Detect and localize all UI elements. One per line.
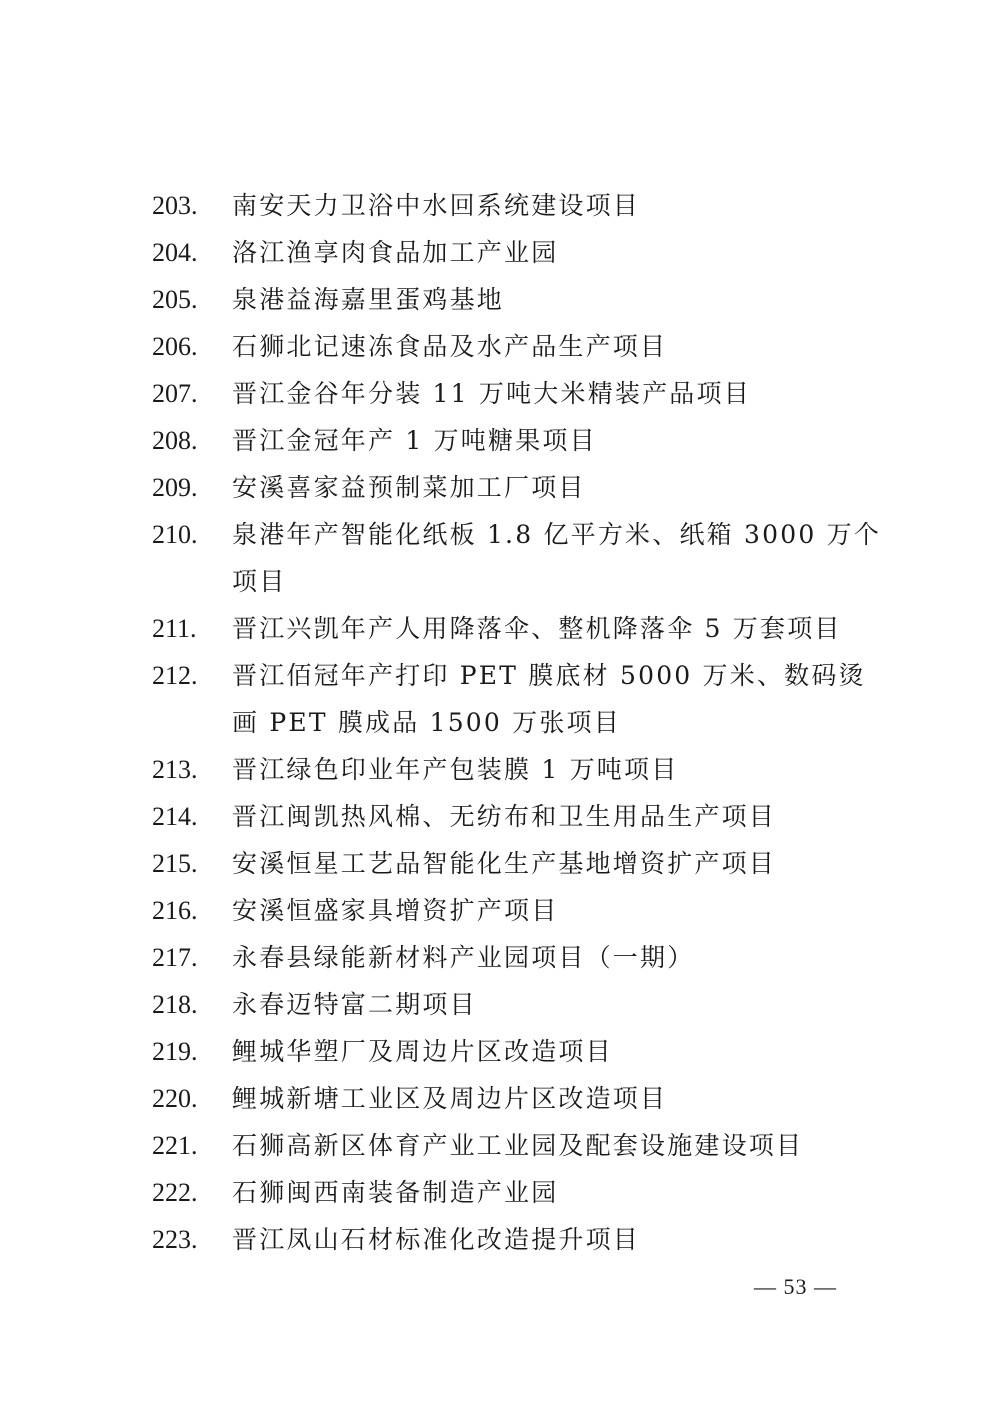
item-text: 永春迈特富二期项目 [232,990,477,1019]
list-item [152,229,892,276]
item-number: 206. [152,332,198,361]
list-item [152,323,892,370]
item-number: 203. [152,191,198,220]
item-number: 210. [152,520,198,549]
item-text: 安溪喜家益预制菜加工厂项目 [232,473,586,502]
item-number: 208. [152,426,198,455]
item-number: 205. [152,285,198,314]
item-number: 220. [152,1084,198,1113]
item-text: 晋江闽凯热风棉、无纺布和卫生用品生产项目 [232,802,777,831]
list-item [152,464,892,511]
list-item [152,1216,892,1263]
list-item [152,652,892,746]
list-item [152,981,892,1028]
item-number: 219. [152,1037,198,1066]
item-text: 洛江渔享肉食品加工产业园 [232,238,559,267]
item-text: 晋江金冠年产 1 万吨糖果项目 [232,426,597,455]
list-item [152,1075,892,1122]
list-item [152,1169,892,1216]
page-number: — 53 — [754,1274,837,1299]
item-text: 南安天力卫浴中水回系统建设项目 [232,191,641,220]
list-item [152,417,892,464]
item-text: 泉港年产智能化纸板 1.8 亿平方米、纸箱 3000 万个项目 [232,520,881,596]
list-item [152,1028,892,1075]
item-number: 216. [152,896,198,925]
list-item [152,793,892,840]
list-item [152,511,892,605]
item-number: 209. [152,473,198,502]
list-item [152,276,892,323]
list-item [152,370,892,417]
project-list [152,182,892,1263]
item-text: 晋江凤山石材标准化改造提升项目 [232,1225,641,1254]
item-number: 211. [152,614,197,643]
item-text: 石狮闽西南装备制造产业园 [232,1178,559,1207]
item-number: 223. [152,1225,198,1254]
item-text: 永春县绿能新材料产业园项目（一期） [232,943,695,972]
item-number: 214. [152,802,198,831]
item-text: 安溪恒星工艺品智能化生产基地增资扩产项目 [232,849,777,878]
item-text: 鲤城华塑厂及周边片区改造项目 [232,1037,613,1066]
item-number: 222. [152,1178,198,1207]
list-item [152,1122,892,1169]
item-number: 213. [152,755,198,784]
list-item [152,840,892,887]
item-number: 217. [152,943,198,972]
item-text: 晋江兴凯年产人用降落伞、整机降落伞 5 万套项目 [232,614,842,643]
item-text: 晋江金谷年分装 11 万吨大米精装产品项目 [232,379,751,408]
item-number: 221. [152,1131,198,1160]
item-number: 207. [152,379,198,408]
item-text: 安溪恒盛家具增资扩产项目 [232,896,559,925]
item-text: 晋江绿色印业年产包装膜 1 万吨项目 [232,755,679,784]
list-item [152,746,892,793]
item-text: 石狮北记速冻食品及水产品生产项目 [232,332,668,361]
item-text: 石狮高新区体育产业工业园及配套设施建设项目 [232,1131,804,1160]
list-item [152,887,892,934]
item-number: 218. [152,990,198,1019]
list-item [152,934,892,981]
list-item [152,605,892,652]
item-text: 晋江佰冠年产打印 PET 膜底材 5000 万米、数码烫画 PET 膜成品 1500 万张项目 [232,661,866,737]
item-text: 泉港益海嘉里蛋鸡基地 [232,285,505,314]
item-number: 204. [152,238,198,267]
item-number: 215. [152,849,198,878]
list-item [152,182,892,229]
item-number: 212. [152,661,198,690]
item-text: 鲤城新塘工业区及周边片区改造项目 [232,1084,668,1113]
